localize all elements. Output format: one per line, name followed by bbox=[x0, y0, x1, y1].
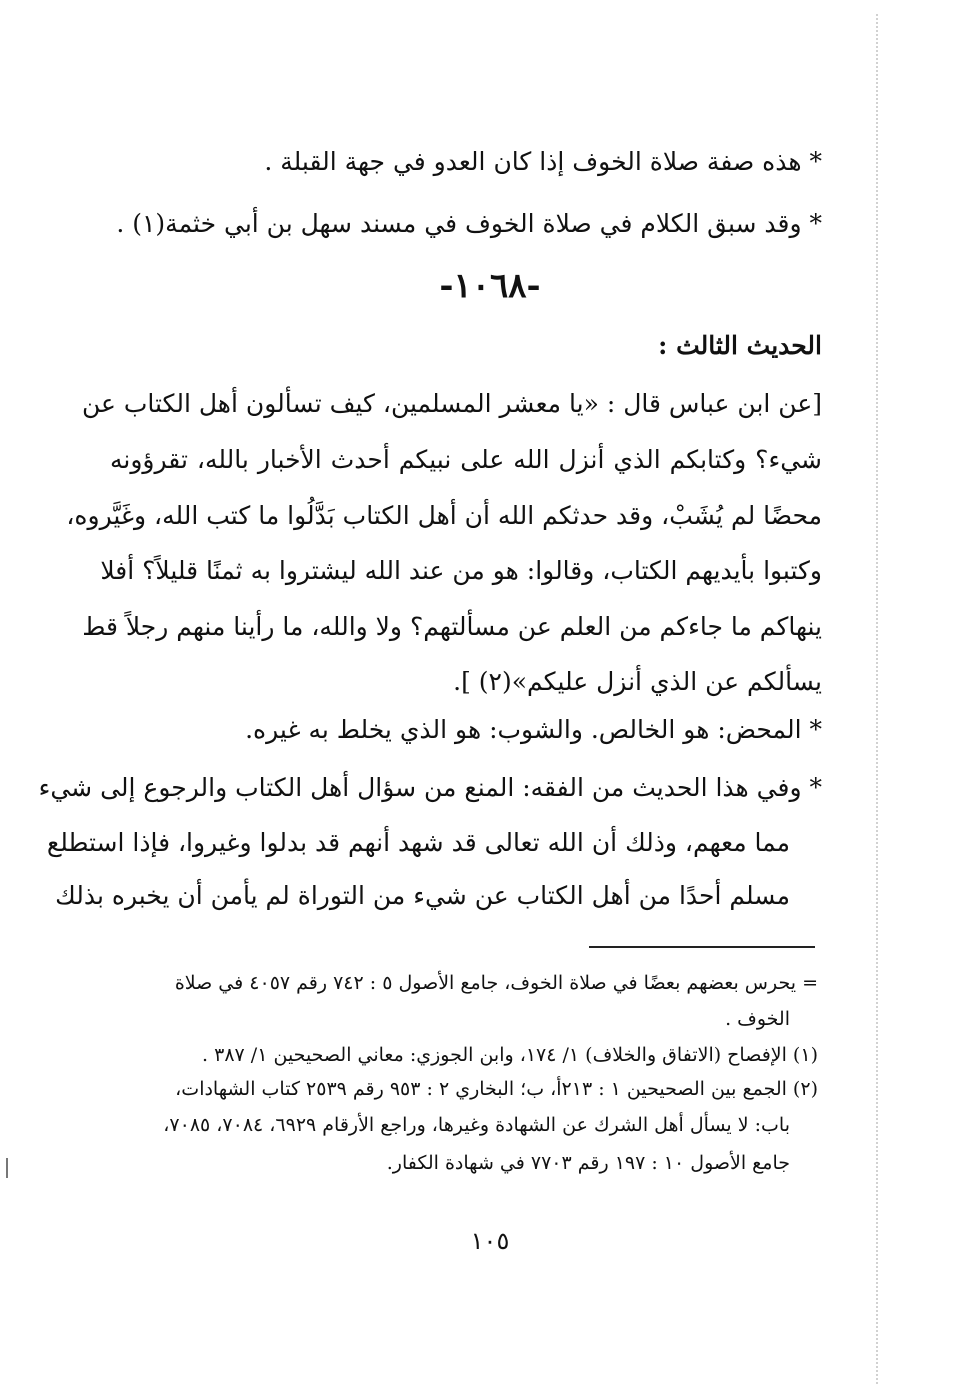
hadith-number: -١٠٦٨- bbox=[439, 266, 541, 306]
section-heading: الحديث الثالث : bbox=[658, 331, 822, 360]
hadith-text-line: وكتبوا بأيديهم الكتاب، وقالوا: هو من عند الله ليشتروا به ثمنًا قليلاً؟ أفلا bbox=[100, 556, 822, 585]
footnote-line: باب: لا يسأل أهل الشرك عن الشهادة وغيرها، وراجع الأرقام ٦٩٢٩، ٧٠٨٤، ٧٠٨٥، bbox=[163, 1114, 790, 1136]
commentary-line: مسلم أحدًا من أهل الكتاب عن شيء من التوراة لم يأمن أن يخبره بذلك bbox=[55, 881, 790, 910]
footnote-line: الخوف . bbox=[725, 1008, 790, 1030]
footnote-line: = يحرس بعضهم بعضًا في صلاة الخوف، جامع الأصول ٥ : ٧٤٢ رقم ٤٠٥٧ في صلاة bbox=[174, 972, 818, 994]
note-line-2: * وقد سبق الكلام في صلاة الخوف في مسند سهل بن أبي خثمة(١) . bbox=[116, 209, 822, 238]
page-number: ١٠٥ bbox=[470, 1227, 510, 1255]
footnote-line: (٢) الجمع بين الصحيحين ١ : ٢١٣أ، ب؛ البخاري ٢ : ٩٥٣ رقم ٢٥٣٩ كتاب الشهادات، bbox=[175, 1078, 818, 1100]
note-line-1: * هذه صفة صلاة الخوف إذا كان العدو في جهة القبلة . bbox=[264, 147, 822, 176]
footnote-separator bbox=[589, 946, 815, 948]
hadith-text-line: يسألكم عن الذي أنزل عليكم»(٢) ]. bbox=[453, 667, 822, 696]
scan-edge-tick bbox=[6, 1158, 8, 1178]
commentary-line: * وفي هذا الحديث من الفقه: المنع من سؤال أهل الكتاب والرجوع إلى شيء bbox=[38, 773, 822, 802]
hadith-text-line: شيء؟ وكتابكم الذي أنزل الله على نبيكم أحدث الأخبار بالله، تقرؤونه bbox=[110, 445, 822, 474]
hadith-text-line: [عن ابن عباس قال : «يا معشر المسلمين، كيف تسألون أهل الكتاب عن bbox=[81, 389, 822, 418]
scan-edge-marks bbox=[876, 14, 878, 1384]
footnote-line: (١) الإفصاح (الاتفاق والخلاف) ١/ ١٧٤، وابن الجوزي: معاني الصحيحين ١/ ٣٨٧ . bbox=[202, 1044, 818, 1066]
hadith-text-line: ينهاكم ما جاءكم من العلم عن مسألتهم؟ ولا والله، ما رأينا منهم رجلاً قط bbox=[82, 612, 822, 641]
footnote-line: جامع الأصول ١٠ : ١٩٧ رقم ٧٧٠٣ في شهادة الكفار. bbox=[386, 1152, 790, 1174]
commentary-line: مما معهم، وذلك أن الله تعالى قد شهد أنهم قد بدلوا وغيروا، فإذا استطلع bbox=[46, 828, 790, 857]
commentary-line: * المحض: هو الخالص. والشوب: هو الذي يخلط به غيره. bbox=[245, 715, 822, 744]
hadith-text-line: محضًا لم يُشَبْ، وقد حدثكم الله أن أهل الكتاب بَدَّلُوا ما كتب الله، وغَيَّروه، bbox=[66, 501, 822, 530]
